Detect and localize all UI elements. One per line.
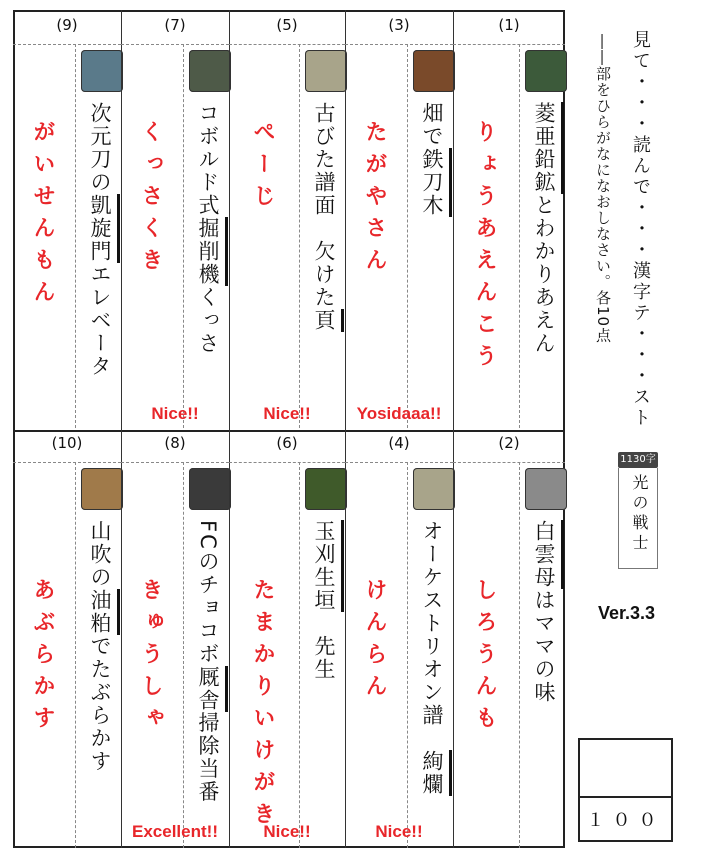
praise-stamp: Nice!!	[151, 404, 199, 423]
question-text-before: 古びた譜面 欠けた	[312, 102, 336, 309]
column-divider	[121, 428, 122, 848]
question-number: (9)	[56, 16, 78, 34]
question-text-before: 畑で	[420, 102, 444, 148]
column-divider	[229, 428, 230, 848]
question-text	[191, 102, 228, 355]
underlined-kanji: 掘削機	[191, 217, 228, 286]
praise-stamp: Nice!!	[375, 822, 423, 841]
answer-text: けんらん	[362, 578, 387, 706]
answer-text: あぶらかす	[30, 578, 55, 738]
score-value: １００	[586, 810, 665, 831]
question-text-after: はママの味	[532, 589, 556, 704]
question-text	[83, 520, 120, 773]
question-cell	[229, 428, 345, 848]
column-divider	[453, 10, 454, 428]
question-number: (8)	[164, 434, 186, 452]
question-text	[415, 520, 452, 796]
question-text-after: くっさ	[196, 286, 220, 355]
answer-text: きゅうしゃ	[138, 578, 163, 738]
item-icon	[189, 50, 231, 92]
question-text-before: オーケストリオン譜	[420, 520, 444, 750]
answer-text: たまかりいけがき	[250, 578, 275, 834]
question-number: (1)	[498, 16, 520, 34]
column-divider	[345, 428, 346, 848]
item-icon	[525, 468, 567, 510]
question-cell	[121, 428, 229, 848]
question-cell	[229, 10, 345, 428]
praise-stamp: Excellent!!	[132, 822, 218, 841]
answer-text: くっさくき	[138, 120, 163, 280]
answer-text: りょうあえんこう	[472, 120, 497, 376]
item-icon	[189, 468, 231, 510]
item-icon	[81, 468, 123, 510]
question-text	[527, 520, 564, 704]
item-icon	[525, 50, 567, 92]
question-cell	[13, 10, 121, 428]
question-text	[307, 520, 344, 681]
question-number: (3)	[388, 16, 410, 34]
page-title: 見て・・・読んで・・・漢字テ・・・スト	[630, 30, 651, 429]
instruction-text: ――部をひらがなになおしなさい。各10点	[594, 34, 612, 344]
version-label: Ver.3.3	[598, 603, 656, 623]
underlined-kanji: 凱旋門	[83, 194, 120, 263]
question-text-after: とわかりあえん	[532, 194, 556, 355]
question-number: (2)	[498, 434, 520, 452]
underlined-kanji: 厩舎	[191, 666, 228, 712]
question-text-before: 山吹の	[88, 520, 112, 589]
underlined-kanji: 菱亜鉛鉱	[527, 102, 564, 194]
column-divider	[229, 10, 230, 428]
answer-text: たがやさん	[362, 120, 387, 280]
question-text-after: エレベータ	[88, 263, 112, 378]
column-divider	[121, 10, 122, 428]
item-icon	[81, 50, 123, 92]
praise-stamp: Nice!!	[263, 822, 311, 841]
question-text	[307, 102, 344, 332]
answer-text: ぺーじ	[250, 120, 275, 216]
question-text	[191, 520, 228, 804]
question-number: (5)	[276, 16, 298, 34]
item-icon	[305, 50, 347, 92]
underlined-kanji: 玉刈生垣	[307, 520, 344, 612]
praise-stamp: Nice!!	[263, 404, 311, 423]
question-text-after: 先生	[312, 612, 336, 681]
question-cell	[453, 428, 565, 848]
item-icon	[413, 468, 455, 510]
answer-text: しろうんも	[472, 578, 497, 738]
question-cell	[121, 10, 229, 428]
question-cell	[345, 428, 453, 848]
column-divider	[453, 428, 454, 848]
underlined-kanji: 白雲母	[527, 520, 564, 589]
question-text	[527, 102, 564, 355]
question-text-before: コボルド式	[196, 102, 220, 217]
question-number: (10)	[51, 434, 83, 452]
answer-text: がいせんもん	[30, 120, 55, 312]
underlined-kanji: 頁	[307, 309, 344, 332]
question-number: (4)	[388, 434, 410, 452]
rank-badge	[618, 452, 658, 588]
question-text-before: FCのチョコボ	[196, 520, 220, 666]
question-cell	[453, 10, 565, 428]
score-box	[578, 738, 673, 842]
question-text-after: 掃除当番	[196, 711, 220, 804]
question-number: (6)	[276, 434, 298, 452]
underlined-kanji: 鉄刀木	[415, 148, 452, 217]
question-number: (7)	[164, 16, 186, 34]
badge-label: 光の戦士	[630, 474, 649, 554]
badge-count: 1130字	[618, 452, 658, 468]
praise-stamp: Yosidaaa!!	[356, 404, 442, 423]
underlined-kanji: 絢爛	[415, 750, 452, 796]
question-text	[83, 102, 120, 378]
question-text	[415, 102, 452, 217]
underlined-kanji: 油粕	[83, 589, 120, 635]
question-cell	[345, 10, 453, 428]
column-divider	[345, 10, 346, 428]
item-icon	[305, 468, 347, 510]
item-icon	[413, 50, 455, 92]
question-text-after: でたぶらかす	[88, 635, 112, 773]
question-text-before: 次元刀の	[88, 102, 112, 194]
question-cell	[13, 428, 121, 848]
